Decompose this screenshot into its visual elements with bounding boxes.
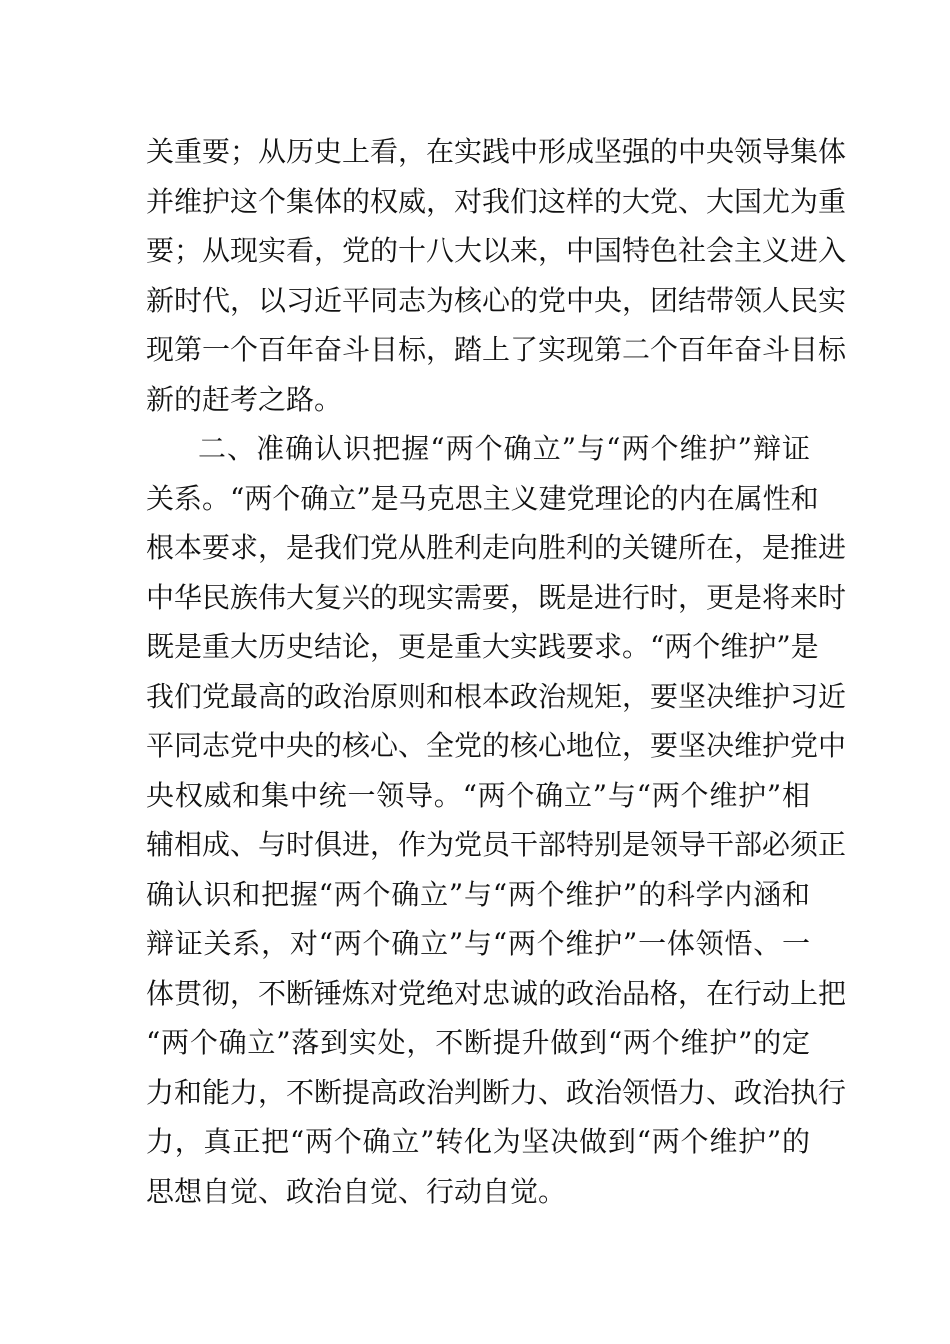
section-heading-line: 二、准确认识把握“两个确立”与“两个维护”辩证 <box>198 432 810 465</box>
text-line: 辩证关系，对“两个确立”与“两个维护”一体领悟、一 <box>146 927 810 960</box>
text-line: 新时代，以习近平同志为核心的党中央，团结带领人民实 <box>146 283 847 317</box>
text-line: 要；从现实看，党的十八大以来，中国特色社会主义进入 <box>146 234 847 267</box>
text-line: 确认识和把握“两个确立”与“两个维护”的科学内涵和 <box>146 877 810 911</box>
text-line: 关重要；从历史上看，在实践中形成坚强的中央领导集体 <box>146 135 847 168</box>
text-line: 我们党最高的政治原则和根本政治规矩，要坚决维护习近 <box>146 679 847 713</box>
body-text <box>146 127 847 1216</box>
text-line: 体贯彻，不断锤炼对党绝对忠诚的政治品格，在行动上把 <box>146 976 847 1010</box>
text-line: 根本要求，是我们党从胜利走向胜利的关键所在，是推进 <box>146 531 847 564</box>
text-line: 关系。“两个确立”是马克思主义建党理论的内在属性和 <box>146 481 819 515</box>
text-line: 现第一个百年奋斗目标，踏上了实现第二个百年奋斗目标 <box>146 333 847 366</box>
text-line: 并维护这个集体的权威，对我们这样的大党、大国尤为重 <box>146 184 847 218</box>
text-line: 辅相成、与时俱进，作为党员干部特别是领导干部必须正 <box>146 828 847 861</box>
text-line: “两个确立”落到实处，不断提升做到“两个维护”的定 <box>146 1026 810 1059</box>
text-line: 力和能力，不断提高政治判断力、政治领悟力、政治执行 <box>146 1075 847 1109</box>
text-line: 中华民族伟大复兴的现实需要，既是进行时，更是将来时 <box>146 580 847 614</box>
text-line: 思想自觉、政治自觉、行动自觉。 <box>146 1174 567 1208</box>
text-line: 央权威和集中统一领导。“两个确立”与“两个维护”相 <box>146 778 810 812</box>
text-line: 既是重大历史结论，更是重大实践要求。“两个维护”是 <box>146 630 819 663</box>
text-line: 力，真正把“两个确立”转化为坚决做到“两个维护”的 <box>146 1125 810 1158</box>
text-line: 新的赶考之路。 <box>146 382 343 416</box>
text-line: 平同志党中央的核心、全党的核心地位，要坚决维护党中 <box>146 729 847 762</box>
